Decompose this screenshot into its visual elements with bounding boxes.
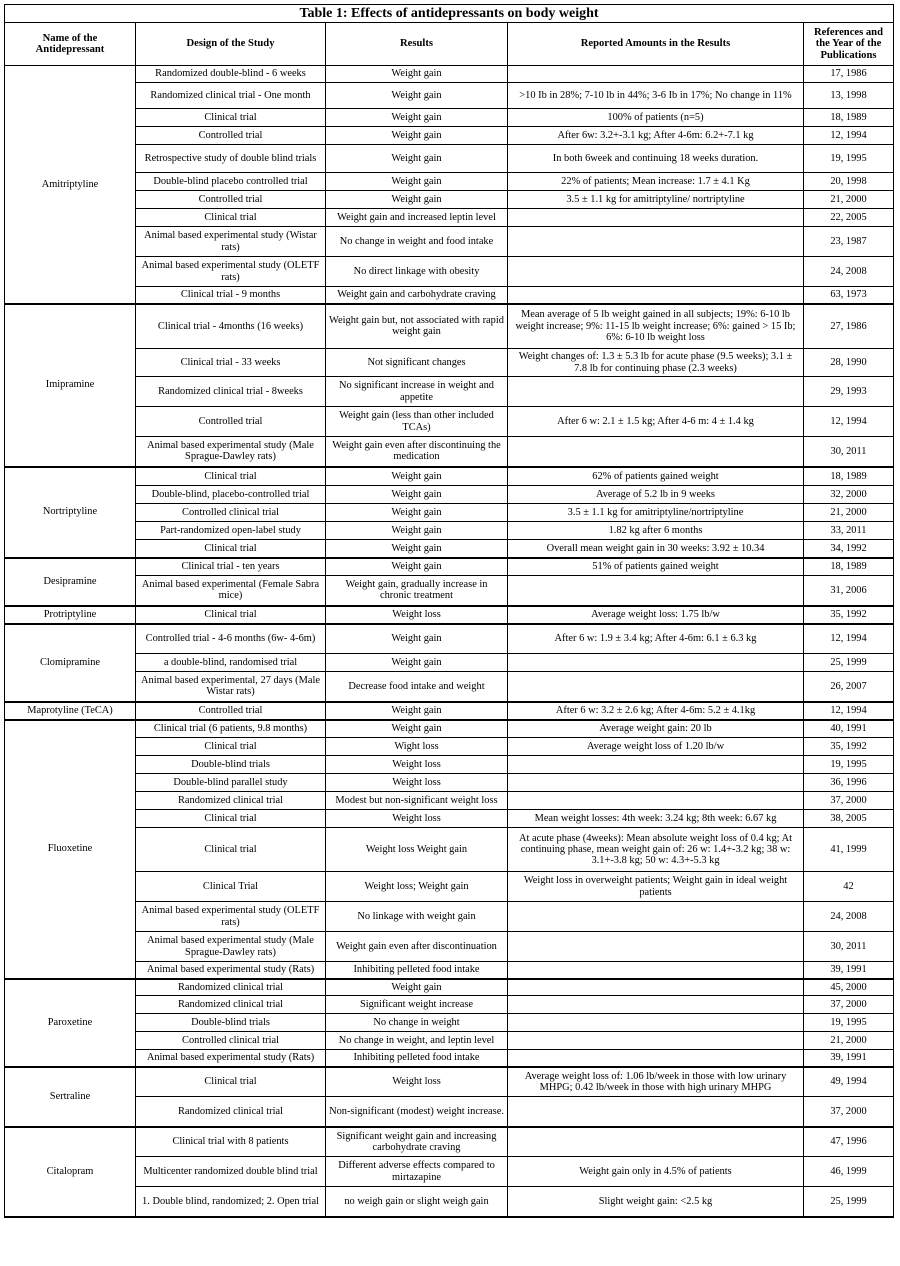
reference-cell: 17, 1986 — [804, 66, 894, 83]
amounts-cell: Weight gain only in 4.5% of patients — [508, 1157, 804, 1187]
results-cell: No change in weight — [326, 1014, 508, 1032]
antidepressant-name-cell: Citalopram — [5, 1127, 136, 1217]
design-cell: Animal based experimental study (Male Sprague-Dawley rats) — [136, 437, 326, 467]
amounts-cell: After 6 w: 1.9 ± 3.4 kg; After 4-6m: 6.1 ± 6.3 kg — [508, 624, 804, 654]
reference-cell: 25, 1999 — [804, 654, 894, 672]
results-cell: No change in weight and food intake — [326, 227, 508, 257]
reference-cell: 33, 2011 — [804, 522, 894, 540]
design-cell: Clinical trial — [136, 209, 326, 227]
table-row — [5, 606, 894, 624]
results-cell: Weight gain — [326, 558, 508, 576]
reference-cell: 32, 2000 — [804, 486, 894, 504]
amounts-cell — [508, 996, 804, 1014]
table-row — [5, 522, 894, 540]
results-cell: Different adverse effects compared to mirtazapine — [326, 1157, 508, 1187]
reference-cell: 37, 2000 — [804, 792, 894, 810]
table-row — [5, 720, 894, 738]
amounts-cell — [508, 576, 804, 606]
design-cell: Clinical trial — [136, 109, 326, 127]
amounts-cell: Average of 5.2 lb in 9 weeks — [508, 486, 804, 504]
amounts-cell — [508, 932, 804, 962]
table-row — [5, 191, 894, 209]
reference-cell: 37, 2000 — [804, 1097, 894, 1127]
reference-cell: 30, 2011 — [804, 932, 894, 962]
design-cell: Randomized clinical trial — [136, 979, 326, 996]
results-cell: Non-significant (modest) weight increase. — [326, 1097, 508, 1127]
reference-cell: 63, 1973 — [804, 287, 894, 304]
amounts-cell — [508, 792, 804, 810]
results-cell: Weight gain — [326, 504, 508, 522]
results-cell: Weight gain — [326, 540, 508, 558]
reference-cell: 19, 1995 — [804, 756, 894, 774]
results-cell: No change in weight, and leptin level — [326, 1032, 508, 1050]
table-row — [5, 486, 894, 504]
table-row — [5, 756, 894, 774]
reference-cell: 28, 1990 — [804, 349, 894, 377]
reference-cell: 21, 2000 — [804, 191, 894, 209]
amounts-cell: In both 6week and continuing 18 weeks duration. — [508, 145, 804, 173]
reference-cell: 29, 1993 — [804, 377, 894, 407]
design-cell: Part-randomized open-label study — [136, 522, 326, 540]
reference-cell: 21, 2000 — [804, 1032, 894, 1050]
reference-cell: 24, 2008 — [804, 902, 894, 932]
amounts-cell — [508, 756, 804, 774]
table-row — [5, 774, 894, 792]
amounts-cell — [508, 1014, 804, 1032]
reference-cell: 18, 1989 — [804, 558, 894, 576]
antidepressant-name-cell: Imipramine — [5, 304, 136, 467]
amounts-cell: Average weight loss of: 1.06 lb/week in those with low urinary MHPG; 0.42 lb/week in those with high urinary MHPG — [508, 1067, 804, 1097]
reference-cell: 36, 1996 — [804, 774, 894, 792]
amounts-cell — [508, 672, 804, 702]
reference-cell: 12, 1994 — [804, 127, 894, 145]
design-cell: Controlled trial — [136, 407, 326, 437]
antidepressant-name-cell: Clomipramine — [5, 624, 136, 702]
header-amounts: Reported Amounts in the Results — [508, 23, 804, 66]
table-row — [5, 209, 894, 227]
amounts-cell: Mean average of 5 lb weight gained in all subjects; 19%: 6-10 lb weight increase; 9%: 11-15 lb weight increase; 6%: gained > 15 Ib; 6%: 6-10 lb weight loss — [508, 304, 804, 349]
amounts-cell — [508, 437, 804, 467]
results-cell: Weight loss — [326, 1067, 508, 1097]
table-row — [5, 902, 894, 932]
table-row — [5, 377, 894, 407]
amounts-cell: 3.5 ± 1.1 kg for amitriptyline/ nortriptyline — [508, 191, 804, 209]
results-cell: Weight gain, gradually increase in chronic treatment — [326, 576, 508, 606]
table-row — [5, 792, 894, 810]
document — [4, 4, 893, 1218]
table-row — [5, 109, 894, 127]
results-cell: No direct linkage with obesity — [326, 257, 508, 287]
design-cell: Double-blind trials — [136, 1014, 326, 1032]
table-row — [5, 145, 894, 173]
results-cell: Weight gain (less than other included TCAs) — [326, 407, 508, 437]
design-cell: Clinical trial — [136, 738, 326, 756]
design-cell: Animal based experimental (Female Sabra mice) — [136, 576, 326, 606]
table-row — [5, 1187, 894, 1217]
results-cell: Weight loss — [326, 756, 508, 774]
results-cell: Inhibiting pelleted food intake — [326, 962, 508, 979]
amounts-cell — [508, 1050, 804, 1067]
results-cell: Weight gain — [326, 720, 508, 738]
results-cell: Weight loss — [326, 810, 508, 828]
results-cell: Modest but non-significant weight loss — [326, 792, 508, 810]
antidepressant-name-cell: Fluoxetine — [5, 720, 136, 979]
design-cell: Randomized clinical trial — [136, 792, 326, 810]
reference-cell: 30, 2011 — [804, 437, 894, 467]
header-name: Name of the Antidepressant — [5, 23, 136, 66]
table-row — [5, 1157, 894, 1187]
reference-cell: 13, 1998 — [804, 83, 894, 109]
header-design: Design of the Study — [136, 23, 326, 66]
reference-cell: 49, 1994 — [804, 1067, 894, 1097]
amounts-cell: Weight loss in overweight patients; Weight gain in ideal weight patients — [508, 872, 804, 902]
table-row — [5, 1127, 894, 1157]
table-row — [5, 437, 894, 467]
results-cell: Weight gain — [326, 66, 508, 83]
amounts-cell — [508, 979, 804, 996]
results-cell: Weight gain — [326, 109, 508, 127]
table-row — [5, 504, 894, 522]
results-cell: Weight gain even after discontinuation — [326, 932, 508, 962]
design-cell: Clinical trial (6 patients, 9.8 months) — [136, 720, 326, 738]
results-cell: Wight loss — [326, 738, 508, 756]
reference-cell: 34, 1992 — [804, 540, 894, 558]
amounts-cell: Slight weight gain: <2.5 kg — [508, 1187, 804, 1217]
table-row — [5, 287, 894, 304]
design-cell: Clinical trial — [136, 828, 326, 872]
table-row — [5, 624, 894, 654]
design-cell: a double-blind, randomised trial — [136, 654, 326, 672]
design-cell: Animal based experimental study (OLETF rats) — [136, 257, 326, 287]
table-row — [5, 127, 894, 145]
reference-cell: 12, 1994 — [804, 702, 894, 720]
table-row — [5, 1067, 894, 1097]
amounts-cell — [508, 654, 804, 672]
design-cell: Clinical trial - 33 weeks — [136, 349, 326, 377]
reference-cell: 18, 1989 — [804, 109, 894, 127]
reference-cell: 27, 1986 — [804, 304, 894, 349]
table-row — [5, 962, 894, 979]
table-row — [5, 810, 894, 828]
results-cell: Weight gain — [326, 624, 508, 654]
amounts-cell — [508, 227, 804, 257]
reference-cell: 46, 1999 — [804, 1157, 894, 1187]
results-cell: Weight gain — [326, 467, 508, 486]
table-row — [5, 1097, 894, 1127]
results-cell: No linkage with weight gain — [326, 902, 508, 932]
antidepressant-name-cell: Maprotyline (TeCA) — [5, 702, 136, 720]
results-cell: Weight gain — [326, 127, 508, 145]
design-cell: Clinical trial — [136, 1067, 326, 1097]
results-cell: Weight gain and increased leptin level — [326, 209, 508, 227]
table-row — [5, 558, 894, 576]
amounts-cell: At acute phase (4weeks): Mean absolute weight loss of 0.4 kg; At continuing phase, mean weight gain of: 26 w: 1.4+-3.2 kg; 38 w: 3.1+-3.8 kg; 50 w: 4.3+-5.3 kg — [508, 828, 804, 872]
amounts-cell: >10 Ib in 28%; 7-10 lb in 44%; 3-6 Ib in 17%; No change in 11% — [508, 83, 804, 109]
table-row — [5, 576, 894, 606]
amounts-cell: 22% of patients; Mean increase: 1.7 ± 4.1 Kg — [508, 173, 804, 191]
antidepressant-name-cell: Paroxetine — [5, 979, 136, 1067]
reference-cell: 20, 1998 — [804, 173, 894, 191]
amounts-cell: 1.82 kg after 6 months — [508, 522, 804, 540]
amounts-cell: Average weight gain: 20 lb — [508, 720, 804, 738]
table-row — [5, 654, 894, 672]
amounts-cell: After 6 w: 2.1 ± 1.5 kg; After 4-6 m: 4 ± 1.4 kg — [508, 407, 804, 437]
reference-cell: 12, 1994 — [804, 407, 894, 437]
reference-cell: 38, 2005 — [804, 810, 894, 828]
design-cell: Double-blind parallel study — [136, 774, 326, 792]
table-row — [5, 304, 894, 349]
amounts-cell: 3.5 ± 1.1 kg for amitriptyline/nortriptyline — [508, 504, 804, 522]
reference-cell: 39, 1991 — [804, 962, 894, 979]
reference-cell: 42 — [804, 872, 894, 902]
design-cell: Controlled clinical trial — [136, 504, 326, 522]
table-row — [5, 1032, 894, 1050]
amounts-cell — [508, 287, 804, 304]
results-cell: Weight loss; Weight gain — [326, 872, 508, 902]
reference-cell: 40, 1991 — [804, 720, 894, 738]
table-row — [5, 828, 894, 872]
results-cell: Weight gain — [326, 979, 508, 996]
design-cell: Double-blind trials — [136, 756, 326, 774]
table-row — [5, 996, 894, 1014]
design-cell: Animal based experimental study (Wistar rats) — [136, 227, 326, 257]
design-cell: Clinical trial — [136, 467, 326, 486]
design-cell: Animal based experimental study (Rats) — [136, 962, 326, 979]
design-cell: Clinical trial - ten years — [136, 558, 326, 576]
results-cell: Weight gain — [326, 191, 508, 209]
table-row — [5, 407, 894, 437]
amounts-cell — [508, 209, 804, 227]
table-row — [5, 66, 894, 83]
table-body — [5, 66, 894, 1217]
results-cell: Weight gain — [326, 702, 508, 720]
amounts-cell — [508, 377, 804, 407]
design-cell: Controlled trial — [136, 191, 326, 209]
results-cell: Weight gain but, not associated with rapid weight gain — [326, 304, 508, 349]
antidepressant-name-cell: Sertraline — [5, 1067, 136, 1127]
results-cell: Decrease food intake and weight — [326, 672, 508, 702]
reference-cell: 41, 1999 — [804, 828, 894, 872]
header-results: Results — [326, 23, 508, 66]
reference-cell: 31, 2006 — [804, 576, 894, 606]
amounts-cell: Mean weight losses: 4th week: 3.24 kg; 8th week: 6.67 kg — [508, 810, 804, 828]
table-row — [5, 173, 894, 191]
design-cell: Animal based experimental study (Male Sprague-Dawley rats) — [136, 932, 326, 962]
amounts-cell: Average weight loss: 1.75 lb/w — [508, 606, 804, 624]
reference-cell: 19, 1995 — [804, 145, 894, 173]
design-cell: Animal based experimental, 27 days (Male Wistar rats) — [136, 672, 326, 702]
design-cell: Controlled trial - 4-6 months (6w- 4-6m) — [136, 624, 326, 654]
amounts-cell: 62% of patients gained weight — [508, 467, 804, 486]
design-cell: Randomized clinical trial - 8weeks — [136, 377, 326, 407]
table-row — [5, 257, 894, 287]
amounts-cell: After 6 w: 3.2 ± 2.6 kg; After 4-6m: 5.2 ± 4.1kg — [508, 702, 804, 720]
antidepressant-name-cell: Amitriptyline — [5, 66, 136, 304]
results-cell: Weight loss — [326, 774, 508, 792]
amounts-cell — [508, 962, 804, 979]
table-row — [5, 672, 894, 702]
results-cell: Significant weight increase — [326, 996, 508, 1014]
amounts-cell — [508, 1097, 804, 1127]
results-cell: Weight gain even after discontinuing the medication — [326, 437, 508, 467]
amounts-cell: Weight changes of: 1.3 ± 5.3 lb for acute phase (9.5 weeks); 3.1 ± 7.8 lb for continuing phase (2.3 weeks) — [508, 349, 804, 377]
design-cell: Clinical trial — [136, 810, 326, 828]
reference-cell: 35, 1992 — [804, 738, 894, 756]
results-cell: Weight loss — [326, 606, 508, 624]
table-row — [5, 1014, 894, 1032]
table-row — [5, 349, 894, 377]
table-row — [5, 872, 894, 902]
design-cell: 1. Double blind, randomized; 2. Open trial — [136, 1187, 326, 1217]
reference-cell: 35, 1992 — [804, 606, 894, 624]
table-row — [5, 738, 894, 756]
table-row — [5, 83, 894, 109]
antidepressant-name-cell: Nortriptyline — [5, 467, 136, 558]
design-cell: Controlled clinical trial — [136, 1032, 326, 1050]
header-references: References and the Year of the Publications — [804, 23, 894, 66]
reference-cell: 37, 2000 — [804, 996, 894, 1014]
amounts-cell: After 6w: 3.2+-3.1 kg; After 4-6m: 6.2+-7.1 kg — [508, 127, 804, 145]
table-row — [5, 1050, 894, 1067]
reference-cell: 47, 1996 — [804, 1127, 894, 1157]
reference-cell: 21, 2000 — [804, 504, 894, 522]
table-row — [5, 540, 894, 558]
reference-cell: 24, 2008 — [804, 257, 894, 287]
results-cell: Inhibiting pelleted food intake — [326, 1050, 508, 1067]
reference-cell: 18, 1989 — [804, 467, 894, 486]
table-title: Table 1: Effects of antidepressants on body weight — [5, 5, 894, 23]
amounts-cell: Average weight loss of 1.20 lb/w — [508, 738, 804, 756]
results-cell: No significant increase in weight and appetite — [326, 377, 508, 407]
design-cell: Randomized clinical trial - One month — [136, 83, 326, 109]
results-cell: Not significant changes — [326, 349, 508, 377]
results-cell: Weight gain — [326, 145, 508, 173]
amounts-cell — [508, 1127, 804, 1157]
results-cell: Significant weight gain and increasing carbohydrate craving — [326, 1127, 508, 1157]
reference-cell: 22, 2005 — [804, 209, 894, 227]
table-row — [5, 227, 894, 257]
antidepressant-name-cell: Desipramine — [5, 558, 136, 606]
amounts-cell — [508, 902, 804, 932]
table-row — [5, 467, 894, 486]
design-cell: Double-blind, placebo-controlled trial — [136, 486, 326, 504]
amounts-cell — [508, 1032, 804, 1050]
reference-cell: 12, 1994 — [804, 624, 894, 654]
design-cell: Controlled trial — [136, 702, 326, 720]
reference-cell: 26, 2007 — [804, 672, 894, 702]
reference-cell: 39, 1991 — [804, 1050, 894, 1067]
results-cell: Weight gain — [326, 654, 508, 672]
design-cell: Double-blind placebo controlled trial — [136, 173, 326, 191]
design-cell: Randomized double-blind - 6 weeks — [136, 66, 326, 83]
design-cell: Randomized clinical trial — [136, 996, 326, 1014]
reference-cell: 45, 2000 — [804, 979, 894, 996]
design-cell: Randomized clinical trial — [136, 1097, 326, 1127]
amounts-cell — [508, 66, 804, 83]
design-cell: Controlled trial — [136, 127, 326, 145]
results-cell: Weight gain — [326, 173, 508, 191]
design-cell: Clinical trial — [136, 540, 326, 558]
table-row — [5, 932, 894, 962]
amounts-cell: 100% of patients (n=5) — [508, 109, 804, 127]
results-cell: Weight gain — [326, 486, 508, 504]
results-cell: Weight loss Weight gain — [326, 828, 508, 872]
antidepressant-weight-table — [4, 4, 894, 1218]
amounts-cell — [508, 774, 804, 792]
design-cell: Multicenter randomized double blind trial — [136, 1157, 326, 1187]
design-cell: Animal based experimental study (Rats) — [136, 1050, 326, 1067]
design-cell: Clinical trial - 9 months — [136, 287, 326, 304]
design-cell: Retrospective study of double blind trials — [136, 145, 326, 173]
antidepressant-name-cell: Protriptyline — [5, 606, 136, 624]
results-cell: Weight gain — [326, 522, 508, 540]
results-cell: Weight gain and carbohydrate craving — [326, 287, 508, 304]
reference-cell: 19, 1995 — [804, 1014, 894, 1032]
table-row — [5, 979, 894, 996]
design-cell: Clinical Trial — [136, 872, 326, 902]
amounts-cell: 51% of patients gained weight — [508, 558, 804, 576]
table-row — [5, 702, 894, 720]
results-cell: Weight gain — [326, 83, 508, 109]
amounts-cell — [508, 257, 804, 287]
results-cell: no weigh gain or slight weigh gain — [326, 1187, 508, 1217]
design-cell: Clinical trial - 4months (16 weeks) — [136, 304, 326, 349]
reference-cell: 25, 1999 — [804, 1187, 894, 1217]
amounts-cell: Overall mean weight gain in 30 weeks: 3.92 ± 10.34 — [508, 540, 804, 558]
reference-cell: 23, 1987 — [804, 227, 894, 257]
design-cell: Clinical trial — [136, 606, 326, 624]
design-cell: Animal based experimental study (OLETF rats) — [136, 902, 326, 932]
design-cell: Clinical trial with 8 patients — [136, 1127, 326, 1157]
